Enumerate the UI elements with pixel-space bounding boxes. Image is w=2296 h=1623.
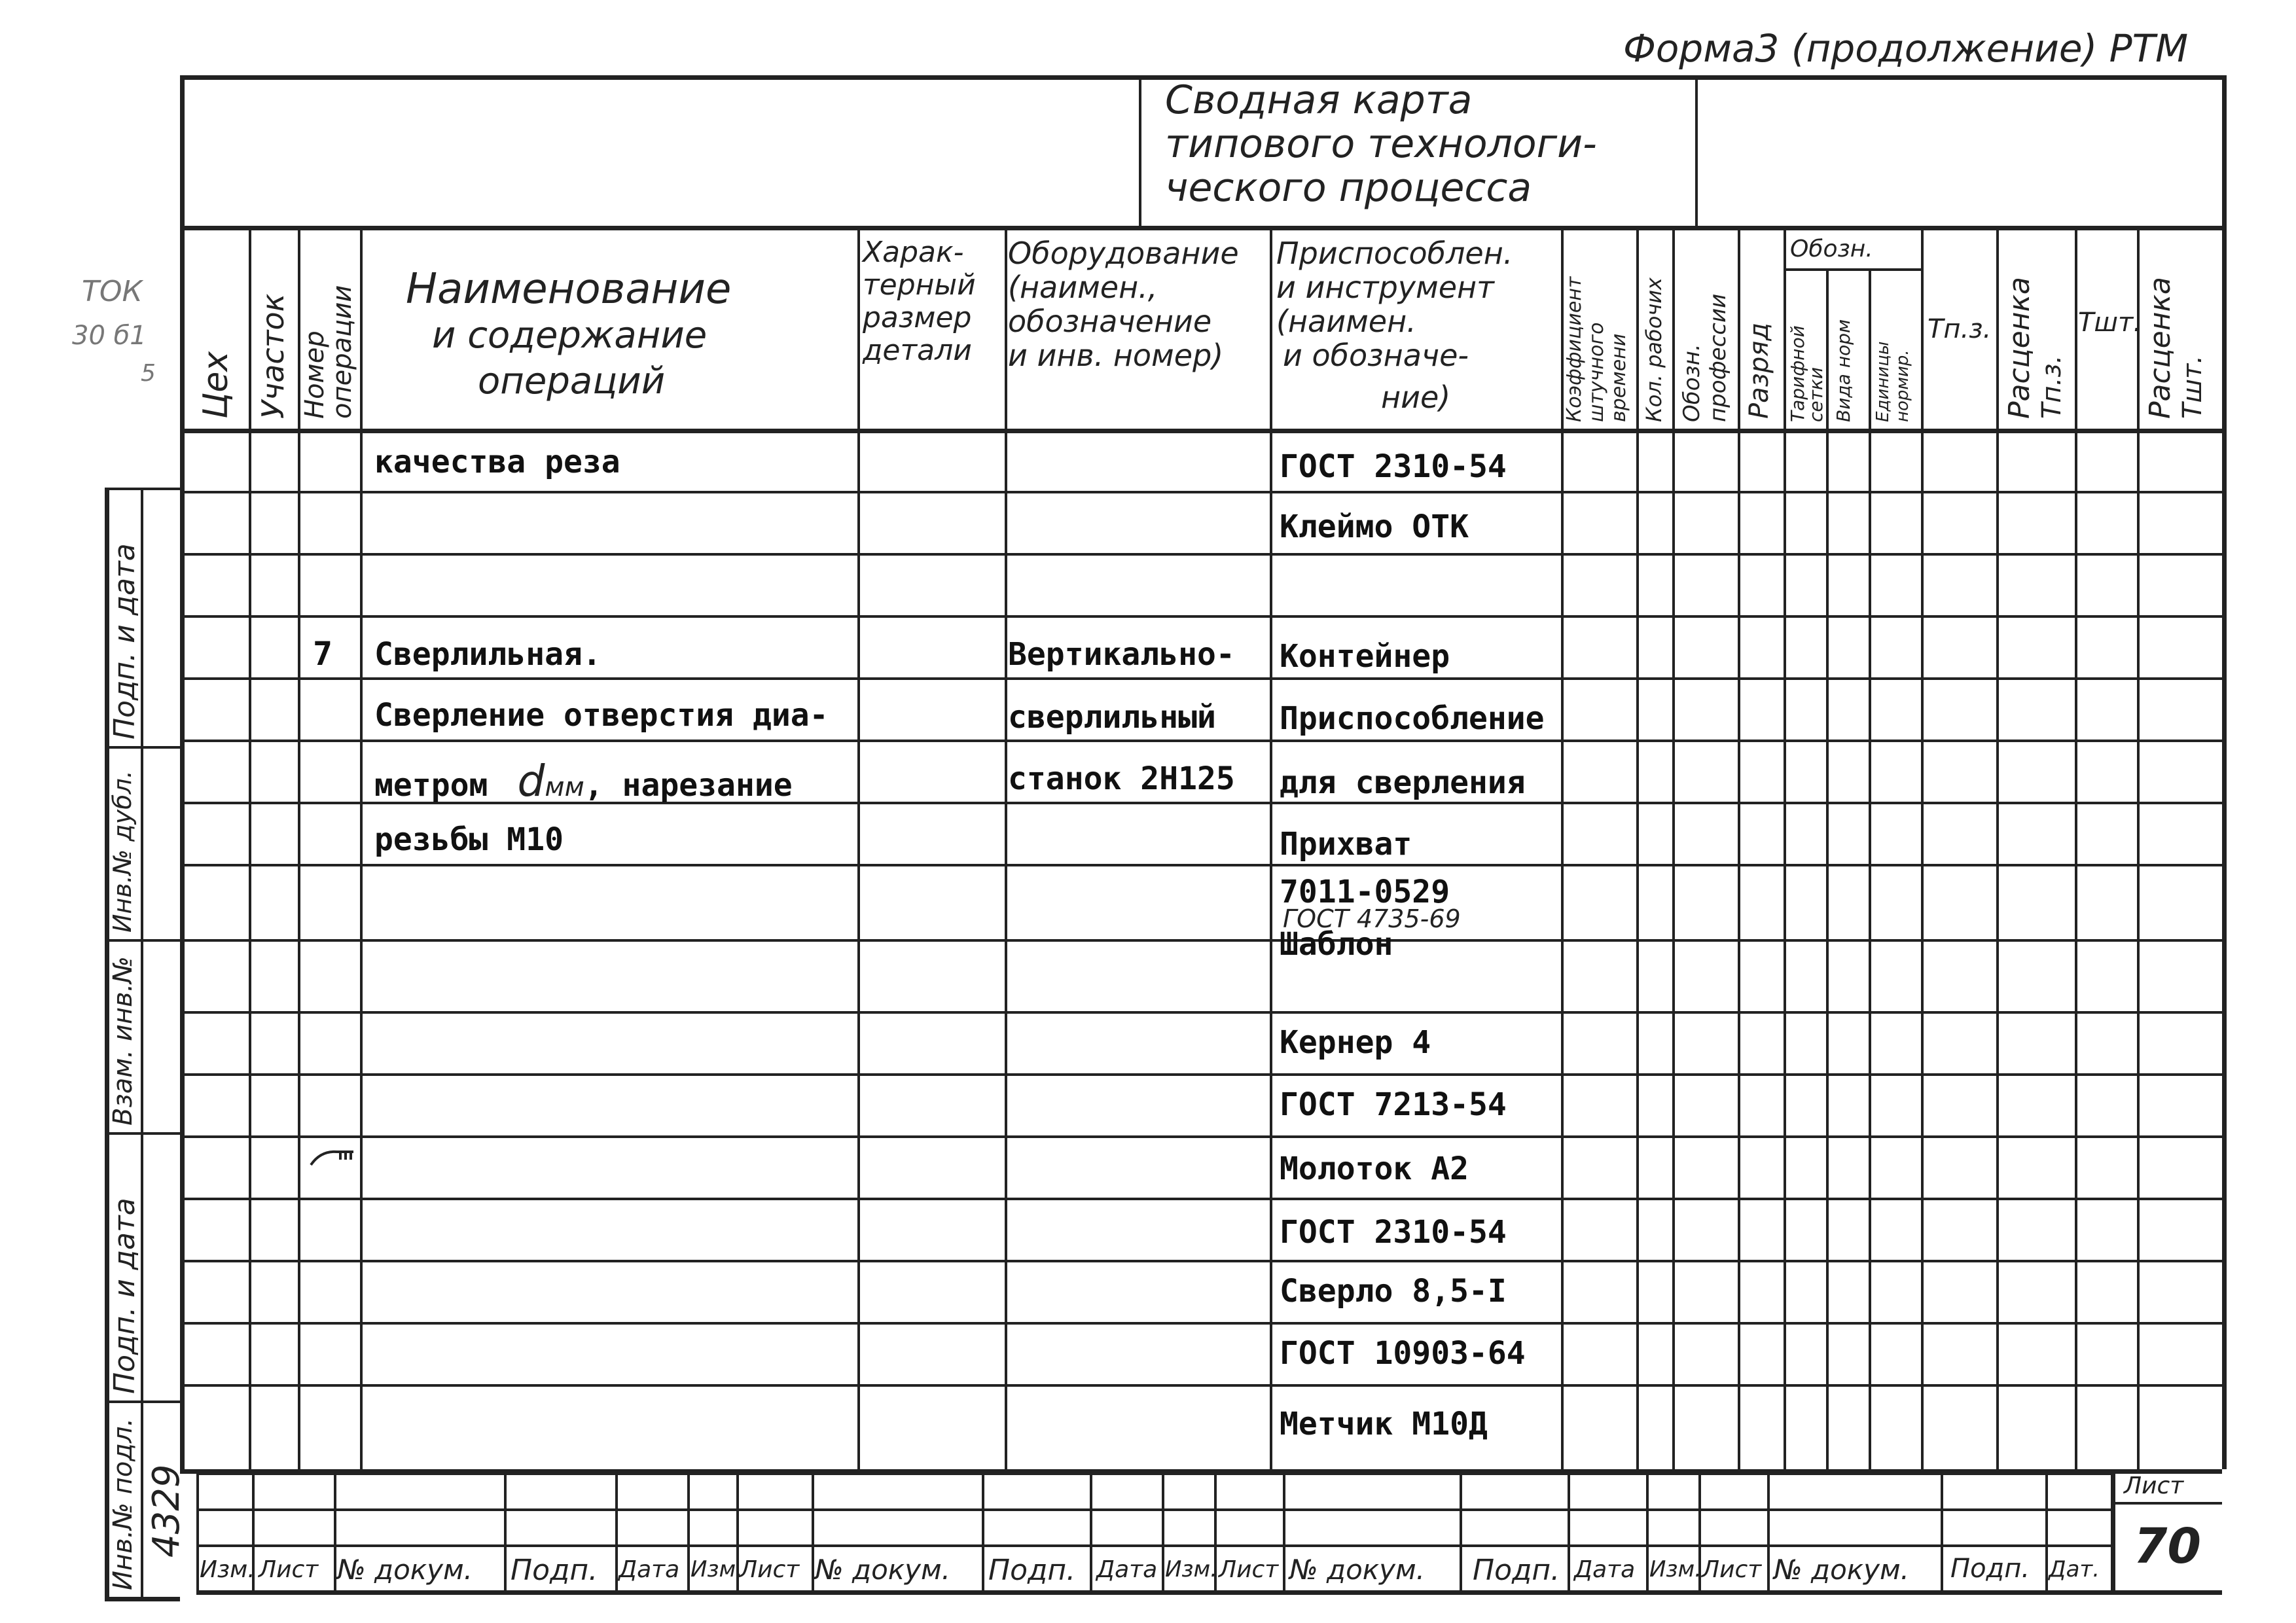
header-tsht: Тшт. <box>2078 308 2142 338</box>
header-section: Участок <box>255 293 291 419</box>
header-norm-type: Вида норм <box>1833 319 1854 422</box>
header-time-coef-1: Коэффициент <box>1563 276 1586 422</box>
header-units-2: нормир. <box>1893 349 1912 422</box>
margin-label-1: Подп. и дата <box>108 543 141 740</box>
title-line-3: ческого процесса <box>1165 165 1532 211</box>
header-op-number-1: Номер <box>300 330 330 419</box>
header-op-name-3: операций <box>478 360 666 402</box>
pen-mark-icon <box>308 1145 360 1171</box>
footer-label-19: Подп. <box>1950 1554 2030 1584</box>
margin-label-3: Взам. инв.№ <box>108 956 138 1126</box>
row-10-tool: ГОСТ 7213-54 <box>1280 1086 1507 1123</box>
header-part-size-2: терный <box>863 268 976 302</box>
header-rate-tsht-2: Тшт. <box>2178 355 2208 419</box>
row-6-text-tail: , нарезание <box>584 767 793 804</box>
footer-label-16: Изм. <box>1649 1556 1702 1582</box>
footer-label-12: Лист <box>1219 1556 1279 1583</box>
header-equipment-3: обозначение <box>1008 304 1212 339</box>
header-rate-tpz-1: Расценка <box>2003 276 2036 419</box>
header-op-name-2: и содержание <box>432 314 708 357</box>
header-op-name-1: Наименование <box>406 265 732 313</box>
header-profession-2: профессии <box>1705 293 1731 422</box>
row-1-tool: ГОСТ 2310-54 <box>1280 448 1507 485</box>
row-6-text-var: d <box>517 756 545 806</box>
header-part-size-1: Харак- <box>863 236 964 269</box>
row-4-op: 7 <box>313 635 333 673</box>
header-tpz: Тп.з. <box>1928 314 1992 344</box>
header-equipment-1: Оборудование <box>1008 236 1239 271</box>
margin-label-4: Подп. и дата <box>108 1198 141 1394</box>
header-units-1: Единицы <box>1873 341 1893 422</box>
row-14-tool: ГОСТ 10903-64 <box>1280 1335 1526 1372</box>
header-tooling-4: и обозначе- <box>1283 338 1469 373</box>
footer-label-15: Дата <box>1574 1556 1636 1583</box>
row-8-tool-note: ГОСТ 4735-69 <box>1283 904 1461 933</box>
header-part-size-4: детали <box>863 334 972 367</box>
row-12-tool: ГОСТ 2310-54 <box>1280 1214 1507 1251</box>
footer-label-3: № докум. <box>337 1554 473 1586</box>
header-equipment-2: (наимен., <box>1008 270 1158 305</box>
footer-label-4: Подп. <box>511 1554 598 1587</box>
row-5-text: Сверление отверстия диа- <box>374 697 829 734</box>
title-line-1: Сводная карта <box>1165 77 1473 123</box>
header-time-coef-2: штучного <box>1585 322 1608 422</box>
header-rate-tsht-1: Расценка <box>2144 276 2177 419</box>
footer-label-2: Лист <box>259 1556 319 1583</box>
sheet-number: 70 <box>2134 1518 2201 1575</box>
stamp-line-1: ТОК <box>82 275 143 308</box>
header-tooling-1: Приспособлен. <box>1276 236 1513 271</box>
row-8-tool: 7011-0529 <box>1280 874 1450 910</box>
row-15-tool: Метчик М10Д <box>1280 1406 1488 1442</box>
footer-label-7: Лист <box>740 1556 800 1583</box>
header-profession-1: Обозн. <box>1679 344 1705 422</box>
header-designation-group: Обозн. <box>1790 236 1873 262</box>
header-grade: Разряд <box>1744 322 1774 419</box>
margin-label-5: Инв.№ подл. <box>108 1418 138 1590</box>
row-5-tool: Приспособление <box>1280 700 1545 737</box>
row-11-tool: Молоток А2 <box>1280 1150 1469 1187</box>
footer-label-1: Изм. <box>200 1556 255 1583</box>
header-tariff-2: сетки <box>1805 366 1827 422</box>
row-9-tool: Кернер 4 <box>1280 1024 1431 1061</box>
row-6-text-start: метром <box>374 767 488 804</box>
row-4-tool: Контейнер <box>1280 638 1450 675</box>
row-4-equipment: Вертикально- <box>1008 636 1235 673</box>
footer-label-14: Подп. <box>1473 1554 1560 1587</box>
row-4-text: Сверлильная. <box>374 636 601 673</box>
row-5-equipment: сверлильный <box>1008 699 1216 736</box>
row-7-tool: Прихват <box>1280 826 1412 863</box>
row-1-text: качества реза <box>374 444 620 480</box>
header-equipment-4: и инв. номер) <box>1008 338 1224 373</box>
footer-label-20: Дат. <box>2049 1556 2100 1582</box>
header-tooling-3: (наимен. <box>1276 304 1416 339</box>
stamp-line-2: 30 б1 <box>72 321 147 351</box>
row-2-tool: Клеймо ОТК <box>1280 508 1469 545</box>
header-op-number-2: операции <box>327 285 357 419</box>
row-13-tool: Сверло 8,5-I <box>1280 1273 1507 1310</box>
footer-label-5: Дата <box>619 1556 680 1583</box>
row-8-tool-second: Шаблон <box>1280 926 1393 963</box>
footer-label-9: Подп. <box>988 1554 1076 1587</box>
title-line-2: типового технологи- <box>1165 121 1597 167</box>
header-shop: Цех <box>196 351 236 419</box>
header-tooling-2: и инструмент <box>1276 270 1494 305</box>
row-6-text-sub: мм <box>545 772 584 802</box>
form-label: Форма3 (продолжение) РТМ <box>1623 26 2189 71</box>
header-part-size-3: размер <box>863 301 972 334</box>
footer-label-17: Лист <box>1702 1556 1762 1583</box>
footer-label-18: № докум. <box>1774 1554 1910 1586</box>
margin-label-2: Инв.№ дубл. <box>108 770 137 933</box>
row-7-text: резьбы М10 <box>374 821 564 858</box>
sheet-label: Лист <box>2124 1472 2184 1499</box>
footer-label-10: Дата <box>1096 1556 1158 1583</box>
header-tooling-5: ние) <box>1381 380 1451 415</box>
row-6-tool: для сверления <box>1280 764 1526 801</box>
footer-label-13: № докум. <box>1289 1554 1426 1586</box>
footer-label-8: № докум. <box>815 1554 951 1586</box>
row-6-text <box>374 756 793 806</box>
footer-label-6: Изм. <box>691 1556 743 1582</box>
margin-inv-number: 4329 <box>145 1464 188 1558</box>
header-rate-tpz-2: Тп.з. <box>2037 355 2067 419</box>
row-6-equipment: станок 2Н125 <box>1008 760 1235 797</box>
header-workers: Кол. рабочих <box>1641 277 1666 422</box>
header-tariff-1: Тарифной <box>1787 325 1808 422</box>
stamp-line-3: 5 <box>141 360 156 387</box>
header-time-coef-3: времени <box>1607 333 1630 422</box>
footer-label-11: Изм. <box>1165 1556 1217 1582</box>
